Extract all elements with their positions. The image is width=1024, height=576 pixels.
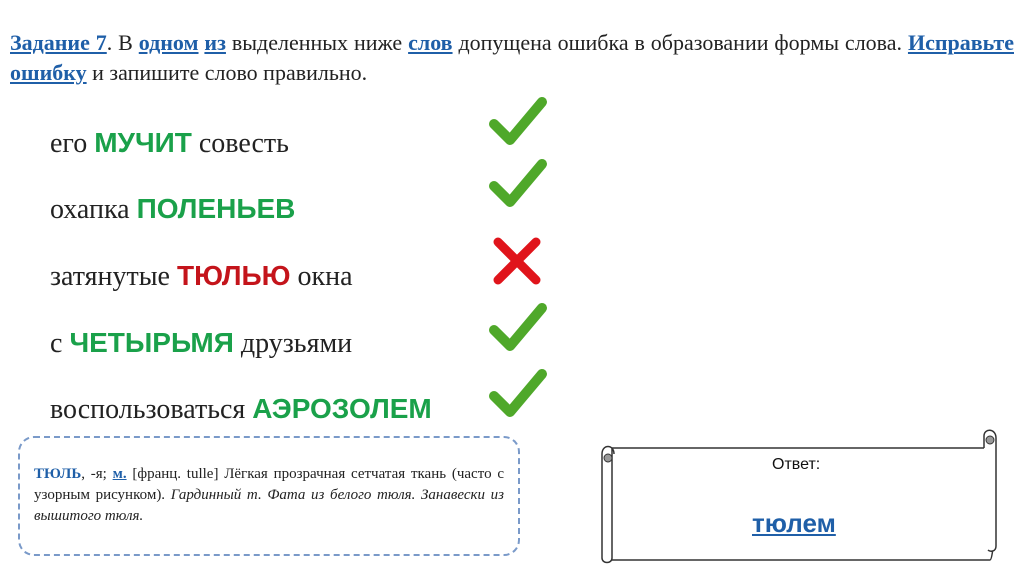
check-icon [488,300,548,356]
highlight-one: одном [138,30,199,55]
keyword-1: МУЧИТ [94,127,192,158]
answer-label: Ответ: [772,456,821,473]
highlight-words: слов [408,30,453,55]
dictionary-headword: ТЮЛЬ [34,466,82,482]
keyword-2: ПОЛЕНЬЕВ [136,193,296,224]
highlight-of: из [204,30,226,55]
word-row-1: его МУЧИТ совесть [50,127,289,159]
word-row-4: с ЧЕТЫРЬМЯ друзьями [50,327,353,359]
word-row-3: затянутые ТЮЛЬЮ окна [50,260,353,292]
keyword-5: АЭРОЗОЛЕМ [252,393,432,424]
word-row-5: воспользоваться АЭРОЗОЛЕМ [50,393,432,425]
check-icon [488,156,548,212]
dictionary-gender: м. [112,466,127,482]
word-row-2: охапка ПОЛЕНЬЕВ [50,193,296,225]
answer-scroll [596,428,1000,564]
dictionary-entry: ТЮЛЬ, -я; м. [франц. tulle] Лёгкая прозрачная сетчатая ткань (часто с узорным рисунком). Гардинный т. Фата из белого тюля. Занавески из вышитого тюля. [18,436,520,556]
check-icon [488,366,548,422]
task-number: Задание 7 [10,30,107,55]
keyword-3: ТЮЛЬЮ [176,260,291,291]
answer-value: тюлем [752,508,836,538]
task-statement: Задание 7. В одном из выделенных ниже слов допущена ошибка в образовании формы слова. Исправьте ошибку и запишите слово правильно. [10,30,1014,85]
cross-icon [488,234,548,290]
keyword-4: ЧЕТЫРЬМЯ [69,327,234,358]
check-icon [488,94,548,150]
dictionary-examples: Гардинный т. Фата из белого тюля. Занавески из вышитого тюля. [34,487,504,524]
highlight-fix-error: Исправьте ошибку [10,30,1014,85]
